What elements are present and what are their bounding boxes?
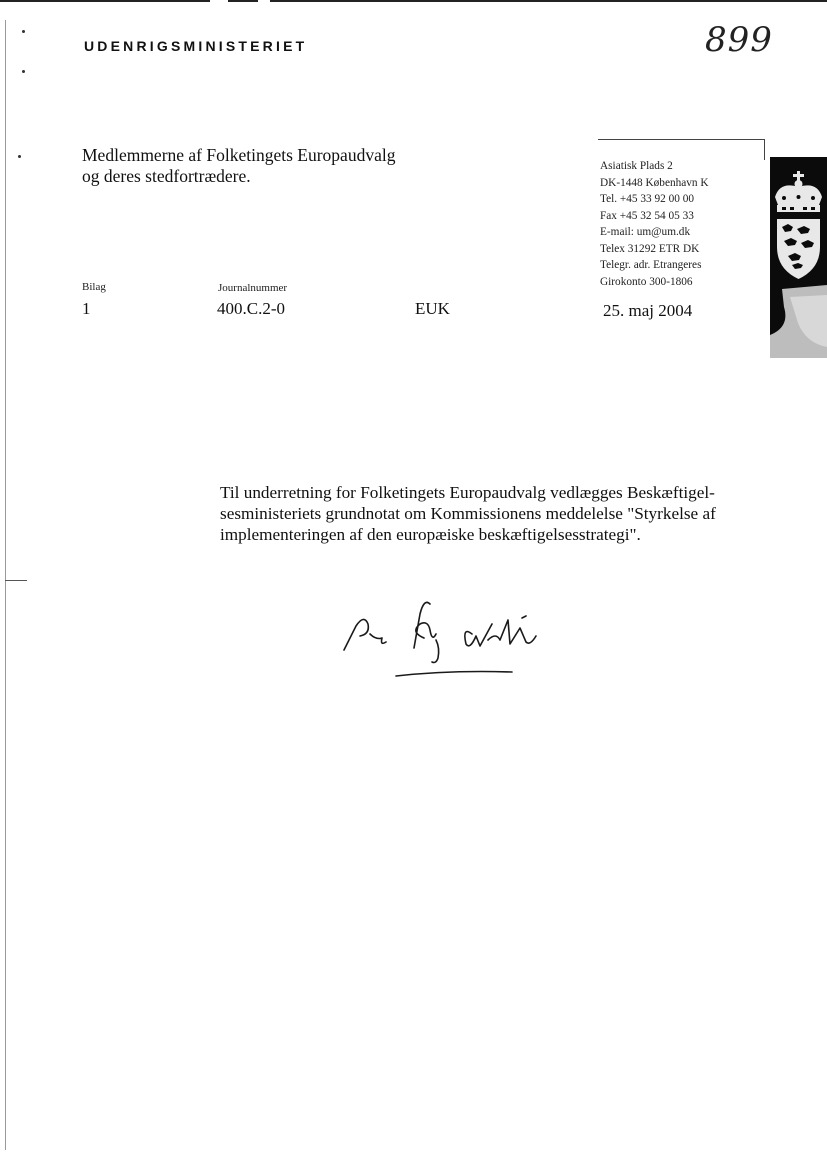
letter-date: 25. maj 2004 bbox=[603, 301, 693, 320]
handwritten-signature bbox=[340, 588, 570, 688]
journal-number: 400.C.2-0 bbox=[217, 299, 285, 318]
address-line: Telegr. adr. Etrangeres bbox=[600, 259, 702, 271]
recipient-line: Medlemmerne af Folketingets Europaudvalg bbox=[82, 145, 396, 165]
journal-label: Journalnummer bbox=[218, 282, 288, 294]
recipient-line: og deres stedfortrædere. bbox=[82, 166, 251, 186]
address-line: E-mail: um@um.dk bbox=[600, 226, 691, 238]
bilag-value: 1 bbox=[82, 299, 91, 318]
bilag-label: Bilag bbox=[82, 281, 106, 293]
royal-crest-icon bbox=[770, 157, 827, 358]
scan-dot bbox=[18, 155, 21, 158]
ministry-name: UDENRIGSMINISTERIET bbox=[84, 38, 308, 54]
body-line: Til underretning for Folketingets Europaudvalg vedlægges Beskæftigel- bbox=[220, 483, 715, 502]
recipient-block bbox=[82, 145, 395, 187]
address-line: Girokonto 300-1806 bbox=[600, 275, 693, 288]
scan-dot bbox=[22, 30, 25, 33]
address-rule-tick bbox=[764, 139, 765, 160]
scan-dot bbox=[22, 70, 25, 73]
address-line: Tel. +45 33 92 00 00 bbox=[600, 193, 695, 205]
handwritten-page-number: 899 bbox=[705, 20, 773, 60]
top-edge-rule bbox=[0, 0, 827, 3]
office-code: EUK bbox=[415, 299, 450, 318]
address-block bbox=[600, 158, 709, 290]
address-line: Fax +45 32 54 05 33 bbox=[600, 209, 694, 222]
address-line: DK-1448 København K bbox=[600, 176, 709, 189]
scan-left-edge bbox=[5, 20, 6, 1150]
body-line: implementeringen af den europæiske beskæftigelsesstrategi". bbox=[220, 525, 641, 544]
letter-body bbox=[220, 482, 740, 545]
scan-fold-mark bbox=[5, 580, 27, 581]
crest-band bbox=[770, 157, 827, 358]
address-line: Asiatisk Plads 2 bbox=[600, 160, 673, 172]
address-rule bbox=[598, 139, 764, 140]
body-line: sesministeriets grundnotat om Kommissionens meddelelse "Styrkelse af bbox=[220, 504, 716, 523]
address-line: Telex 31292 ETR DK bbox=[600, 242, 700, 255]
